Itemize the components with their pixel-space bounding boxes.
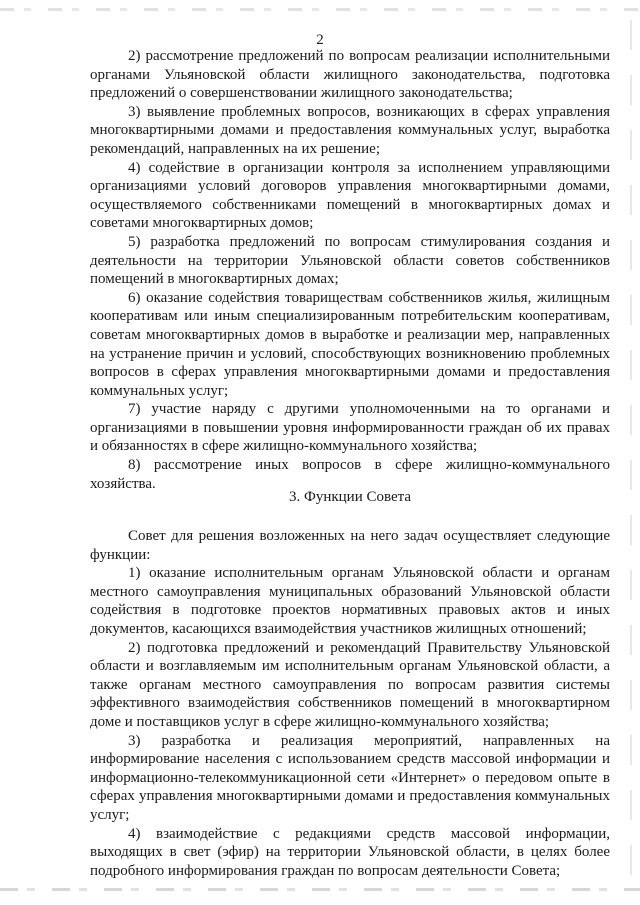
list-item: 7) участие наряду с другими уполномоченными на то органами и организациями в повышении уровня информированности граждан об их правах и обязанностях в сфере жилищно-коммунального хозяйства; bbox=[90, 401, 610, 455]
scan-edge-top bbox=[0, 8, 640, 11]
list-item: 1) оказание исполнительным органам Ульяновской области и органам местного самоуправления муниципальных образований Ульяновской области содействия в подготовке проектов нормативных правовых актов и иных документов, касающихся взаимодействия участников жилищных отношений; bbox=[90, 565, 610, 637]
list-item: 8) рассмотрение иных вопросов в сфере жилищно-коммунального хозяйства. bbox=[90, 457, 610, 492]
list-item: 4) взаимодействие с редакциями средств массовой информации, выходящих в свет (эфир) на территории Ульяновской области, в целях более подробного информирования граждан по вопросам деятельности Совета; bbox=[90, 825, 610, 879]
scan-edge-right bbox=[630, 20, 632, 890]
list-item: 3) выявление проблемных вопросов, возникающих в сферах управления многоквартирными домами и предоставления коммунальных услуг, выработка рекомендаций, направленных на их решение; bbox=[90, 103, 610, 157]
scan-edge-bottom bbox=[0, 888, 640, 891]
list-item: 2) рассмотрение предложений по вопросам реализации исполнительными органами Ульяновской области жилищного законодательства, подготовка предложений о совершенствовании жилищного законодательства; bbox=[90, 48, 610, 102]
section-heading: 3. Функции Совета bbox=[288, 489, 412, 505]
list-item: 2) подготовка предложений и рекомендаций Правительству Ульяновской области и возглавляемым им исполнительным органам Ульяновской области, а также органам местного самоуправления по вопросам развития системы эффективного взаимодействия собственников помещений в многоквартирном доме и поставщиков услуг в сфере жилищно-коммунального хозяйства; bbox=[90, 639, 610, 730]
list-item: 5) разработка предложений по вопросам стимулирования создания и деятельности на территории Ульяновской области советов собственников помещений в многоквартирных домах; bbox=[90, 233, 610, 288]
functions-section bbox=[90, 527, 610, 880]
list-item: 4) содействие в организации контроля за исполнением управляющими организациями условий договоров управления многоквартирными домами, осуществляемого собственниками помещений в многоквартирных домах и советами многоквартирных домов; bbox=[90, 159, 610, 232]
list-continuation bbox=[90, 47, 610, 493]
list-item: 6) оказание содействия товариществам собственников жилья, жилищным кооперативам или иным специализированным потребительским кооперативам, советам многоквартирных домов в выработке и реализации мер, направленных на устранение причин и условий, способствующих возникновению проблемных вопросов в сферах управления многоквартирными домами и предоставления коммунальных услуг; bbox=[90, 289, 610, 399]
list-item: 3) разработка и реализация мероприятий, направленных на информирование населения с использованием средств массовой информации и информационно-телекоммуникационной сети «Интернет» о передовом опыте в сферах управления многоквартирными домами и предоставления коммунальных услуг; bbox=[90, 732, 610, 823]
intro-paragraph: Совет для решения возложенных на него задач осуществляет следующие функции: bbox=[90, 528, 610, 563]
page-number: 2 bbox=[316, 32, 324, 48]
